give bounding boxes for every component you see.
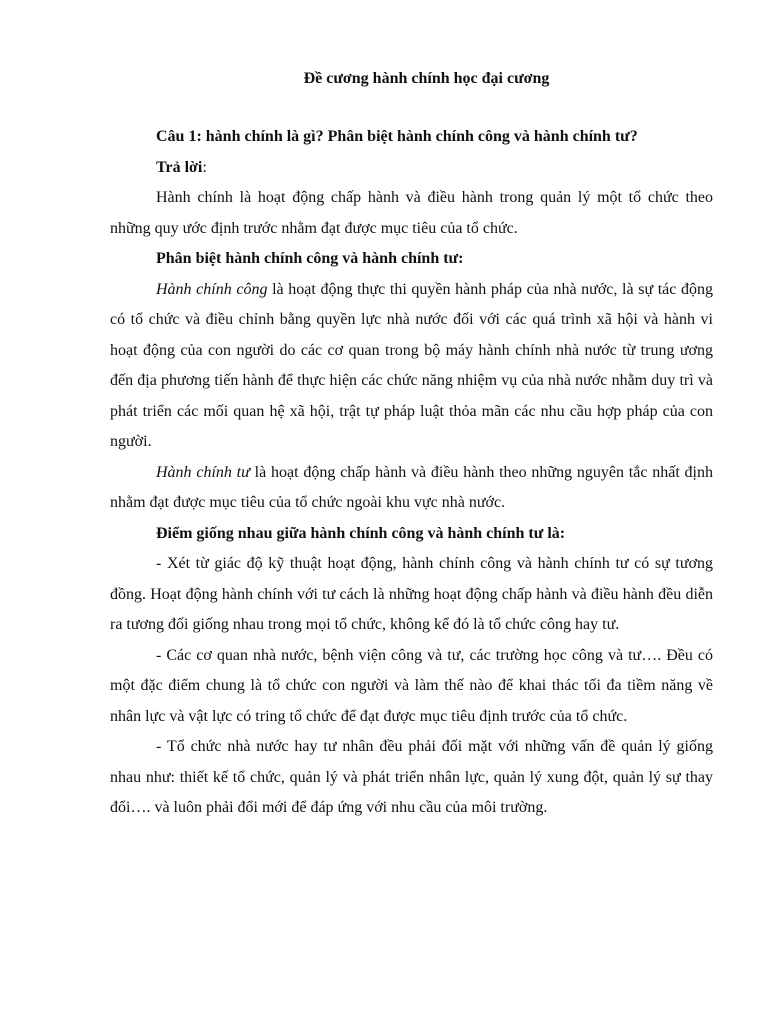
private-admin-term: Hành chính tư [156, 463, 250, 481]
public-admin-paragraph [110, 275, 713, 458]
answer-label-line [110, 153, 713, 184]
difference-heading: Phân biệt hành chính công và hành chính tư: [156, 250, 464, 267]
similarity-point-1: - Xét từ giác độ kỹ thuật hoạt động, hành chính công và hành chính tư có sự tương đồng. Hoạt động hành chính với tư cách là những hoạt động chấp hành và điều hành đều diễn ra tương đối giống nhau trong mọi tổ chức, không kể đó là tổ chức công hay tư. [110, 555, 713, 633]
definition-paragraph: Hành chính là hoạt động chấp hành và điều hành trong quản lý một tổ chức theo những quy ước định trước nhằm đạt được mục tiêu của tổ chức. [110, 189, 713, 237]
similarity-point-3: - Tổ chức nhà nước hay tư nhân đều phải đối mặt với những vấn đề quản lý giống nhau như: thiết kế tổ chức, quản lý và phát triển nhân lực, quản lý xung đột, quản lý sự thay đổi…. và luôn phải đổi mới để đáp ứng với nhu cầu của môi trường. [110, 738, 713, 816]
public-admin-text: là hoạt động thực thi quyền hành pháp của nhà nước, là sự tác động có tổ chức và điều chỉnh bằng quyền lực nhà nước đối với các quá trình xã hội và hành vi hoạt động của con người do các cơ quan trong bộ máy hành chính nhà nước từ trung ương đến địa phương tiến hành để thực hiện các chức năng nhiệm vụ của nhà nước nhằm duy trì và phát triển các mối quan hệ xã hội, trật tự pháp luật thỏa mãn các nhu cầu hợp pháp của con người. [110, 280, 714, 450]
similarity-point-2: - Các cơ quan nhà nước, bệnh viện công và tư, các trường học công và tư…. Đều có một đặc điểm chung là tổ chức con người và làm thế nào để khai thác tối đa tiềm năng về nhân lực và vật lực có tring tổ chức để đạt được mục tiêu định trước của tổ chức. [110, 646, 713, 725]
public-admin-term: Hành chính công [156, 280, 268, 298]
question-heading: Câu 1: hành chính là gì? Phân biệt hành chính công và hành chính tư? [156, 128, 638, 145]
similarity-heading: Điểm giống nhau giữa hành chính công và hành chính tư là: [156, 524, 566, 542]
answer-colon: : [202, 158, 207, 176]
answer-label: Trả lời [156, 158, 203, 176]
private-admin-text: là hoạt động chấp hành và điều hành theo những nguyên tắc nhất định nhằm đạt được mục tiêu của tổ chức ngoài khu vực nhà nước. [110, 463, 714, 511]
private-admin-paragraph [110, 458, 713, 519]
document-title: Đề cương hành chính học đại cương [303, 70, 550, 87]
